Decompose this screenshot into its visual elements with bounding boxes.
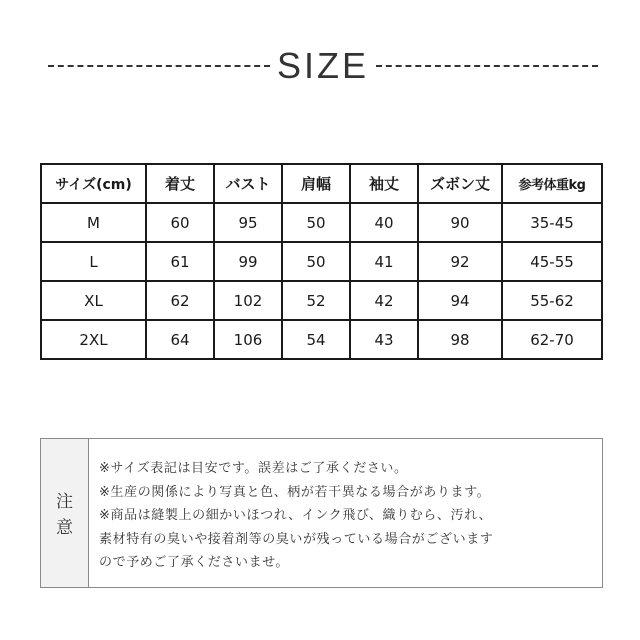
table-cell: 99 [214,242,282,281]
header-pants-length: ズボン丈 [418,164,502,203]
table-cell: 41 [350,242,418,281]
header-size: サイズ(cm) [41,164,146,203]
table-header-row [41,164,602,203]
table-row [41,320,602,359]
table-row [41,203,602,242]
table-cell: 2XL [41,320,146,359]
table-cell: 43 [350,320,418,359]
table-cell: L [41,242,146,281]
notice-text [99,457,599,575]
table-cell: 102 [214,281,282,320]
table-cell: 55-62 [502,281,602,320]
notice-line: ので予めご了承くださいませ。 [99,555,290,570]
table-cell: 61 [146,242,214,281]
table-cell: 60 [146,203,214,242]
notice-label-char: 注 [56,492,73,512]
table-cell: 52 [282,281,350,320]
table-cell: 90 [418,203,502,242]
table-cell: 98 [418,320,502,359]
notice-label-column [41,439,89,587]
table-cell: 95 [214,203,282,242]
table-row [41,242,602,281]
notice-line: 素材特有の臭いや接着剤等の臭いが残っている場合がございます [99,531,494,547]
table-cell: 45-55 [502,242,602,281]
header-length: 着丈 [146,164,214,203]
notice-label [41,489,88,541]
notice-box [40,438,603,588]
header-shoulder: 肩幅 [282,164,350,203]
table-cell: 40 [350,203,418,242]
table-cell: 106 [214,320,282,359]
table-cell: 42 [350,281,418,320]
right-dashed-divider [376,65,598,67]
table-cell: 50 [282,203,350,242]
table-cell: 94 [418,281,502,320]
table-cell: 54 [282,320,350,359]
header-bust: バスト [214,164,282,203]
table-cell: 92 [418,242,502,281]
size-header [0,40,640,92]
left-dashed-divider [48,65,270,67]
header-weight: 参考体重kg [502,164,602,203]
size-table [40,163,603,360]
table-cell: 35-45 [502,203,602,242]
size-title: SIZE [276,45,369,86]
table-cell: 62 [146,281,214,320]
notice-line: ※生産の関係により写真と色、柄が若干異なる場合があります。 [99,484,491,500]
table-cell: 50 [282,242,350,281]
table-cell: XL [41,281,146,320]
notice-label-char: 意 [56,518,73,538]
table-row [41,281,602,320]
notice-line: ※商品は縫製上の細かいほつれ、インク飛び、織りむら、汚れ、 [99,508,493,523]
table-cell: 64 [146,320,214,359]
notice-line: ※サイズ表記は目安です。誤差はご了承ください。 [99,461,408,476]
header-sleeve: 袖丈 [350,164,418,203]
table-cell: M [41,203,146,242]
table-cell: 62-70 [502,320,602,359]
